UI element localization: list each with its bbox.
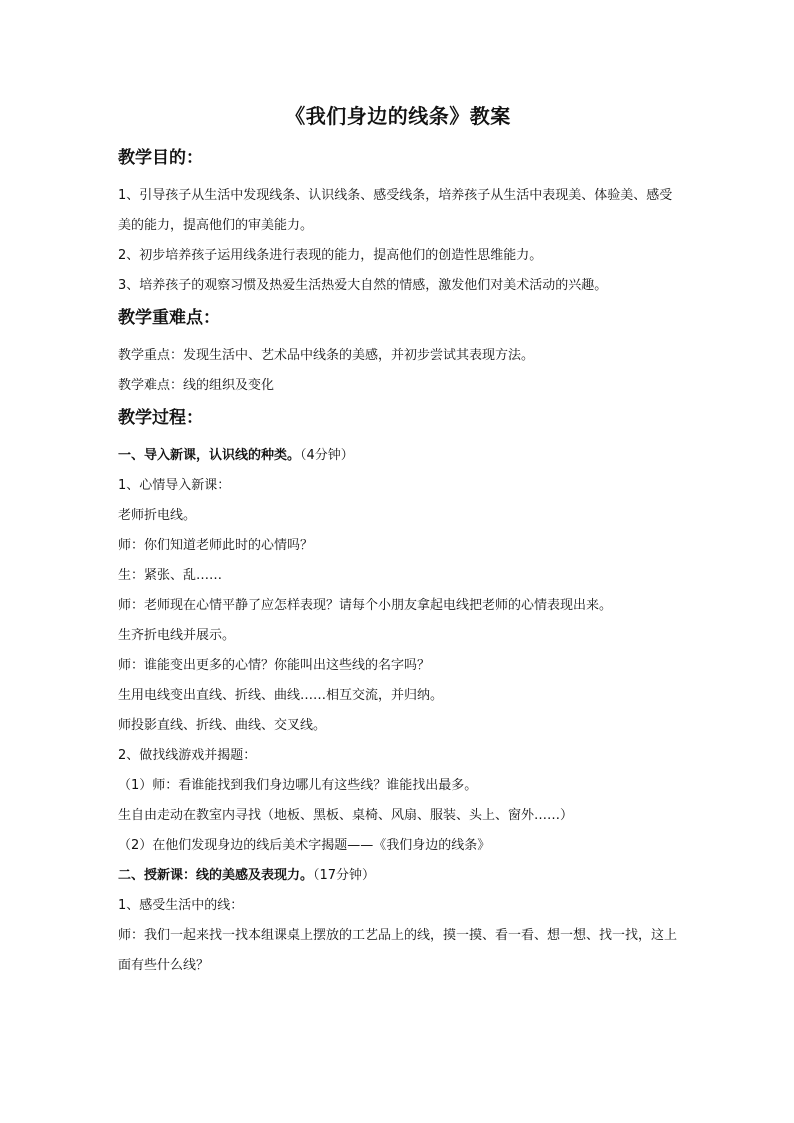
- objective-item: 3、培养孩子的观察习惯及热爱生活热爱大自然的情感，激发他们对美术活动的兴趣。: [118, 278, 608, 293]
- part-time: （17分钟）: [313, 868, 376, 883]
- process-heading: 教学过程：: [118, 408, 203, 428]
- process-line: 1、感受生活中的线：: [118, 898, 244, 913]
- keypoints-heading: 教学重难点：: [118, 308, 220, 328]
- process-line: 生：紧张、乱……: [118, 568, 223, 583]
- objectives-heading: 教学目的：: [118, 148, 203, 168]
- process-line: 生自由走动在教室内寻找（地板、黑板、桌椅、风扇、服装、头上、窗外……）: [118, 808, 574, 823]
- process-line: （2）在他们发现身边的线后美术字揭题——《我们身边的线条》: [118, 838, 491, 853]
- process-line: （1）师：看谁能找到我们身边哪儿有这些线？谁能找出最多。: [118, 778, 478, 793]
- objective-item: 2、初步培养孩子运用线条进行表现的能力，提高他们的创造性思维能力。: [118, 248, 543, 263]
- process-line: 2、做找线游戏并揭题：: [118, 748, 257, 763]
- objective-item: 1、引导孩子从生活中发现线条、认识线条、感受线条，培养孩子从生活中表现美、体验美、感受美的能力，提高他们的审美能力。: [118, 188, 673, 233]
- process-line: 师：谁能变出更多的心情？你能叫出这些线的名字吗？: [118, 658, 431, 673]
- process-line: 师投影直线、折线、曲线、交叉线。: [118, 718, 327, 733]
- process-line: 老师折电线。: [118, 508, 197, 523]
- document-page: [118, 100, 678, 981]
- process-line: 1、心情导入新课：: [118, 478, 231, 493]
- process-line: 师：我们一起来找一找本组课桌上摆放的工艺品上的线，摸一摸、看一看、想一想、找一找，这上面有些什么线？: [118, 928, 678, 973]
- process-part-heading: [118, 861, 678, 891]
- process-line: 生用电线变出直线、折线、曲线……相互交流，并归纳。: [118, 688, 444, 703]
- keypoint-item: 教学难点：线的组织及变化: [118, 378, 275, 393]
- process-part-heading: [118, 441, 678, 471]
- keypoint-item: 教学重点：发现生活中、艺术品中线条的美感，并初步尝试其表现方法。: [118, 348, 535, 363]
- part-title: 一、导入新课，认识线的种类。: [118, 448, 301, 463]
- process-line: 师：你们知道老师此时的心情吗？: [118, 538, 314, 553]
- process-line: 师：老师现在心情平静了应怎样表现？请每个小朋友拿起电线把老师的心情表现出来。: [118, 598, 613, 613]
- part-time: （4分钟）: [300, 448, 354, 463]
- part-title: 二、授新课：线的美感及表现力。: [118, 868, 314, 883]
- process-line: 生齐折电线并展示。: [118, 628, 236, 643]
- document-title: 《我们身边的线条》教案: [285, 104, 511, 128]
